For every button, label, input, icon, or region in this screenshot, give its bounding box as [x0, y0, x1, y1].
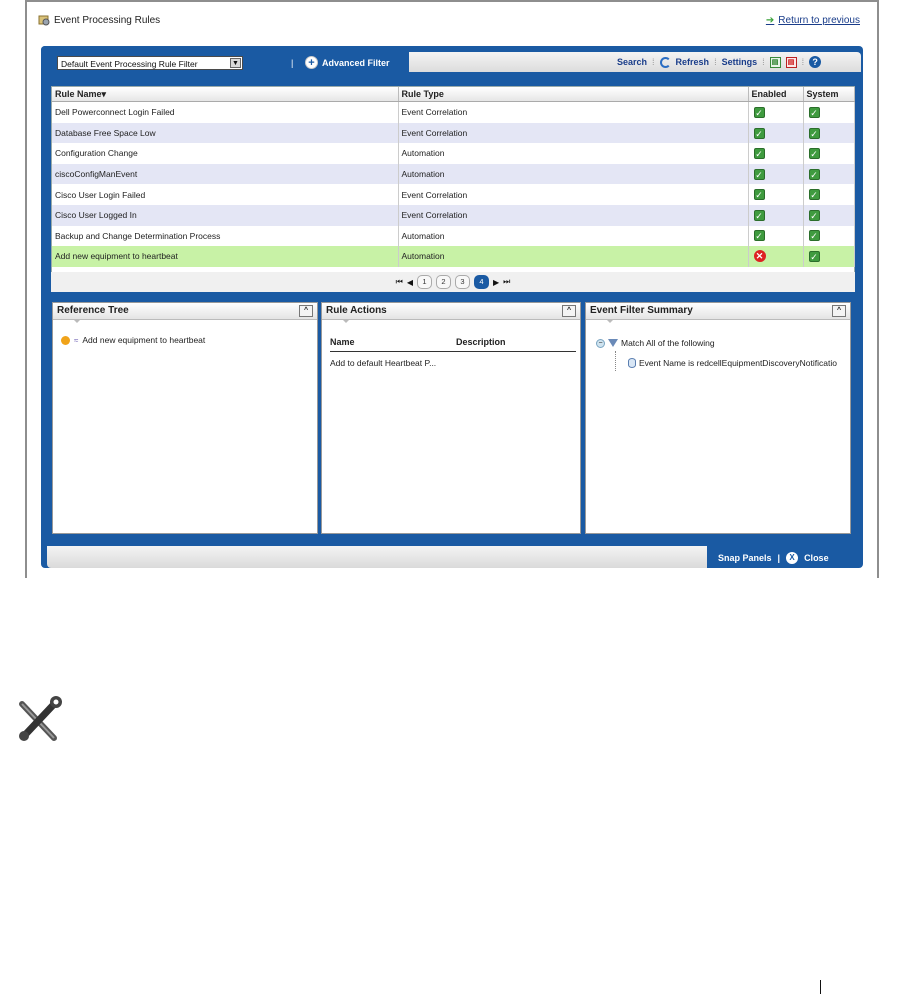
rule-type-cell: Automation [398, 246, 748, 267]
rule-type-cell: Automation [398, 226, 748, 247]
table-row[interactable] [52, 123, 854, 144]
rule-name-cell: Configuration Change [52, 143, 398, 164]
rule-type-cell: Automation [398, 143, 748, 164]
filter-match-node[interactable] [596, 338, 715, 348]
system-cell [803, 164, 854, 185]
event-filter-header [586, 303, 850, 320]
system-check-icon: ✓ [810, 169, 818, 180]
rule-name-cell: Database Free Space Low [52, 123, 398, 144]
prev-page-icon[interactable]: ◀ [406, 277, 413, 287]
help-icon[interactable]: ? [809, 56, 821, 68]
table-row[interactable] [52, 143, 854, 164]
rule-type-cell: Automation [398, 164, 748, 185]
table-row[interactable] [52, 205, 854, 226]
close-icon[interactable]: X [786, 552, 798, 564]
column-header-description[interactable]: Description [456, 337, 506, 347]
page-button-current[interactable]: 4 [474, 275, 489, 289]
pagination-bar [51, 272, 855, 292]
system-cell [803, 143, 854, 164]
funnel-icon [608, 339, 618, 347]
system-check-icon: ✓ [810, 107, 818, 118]
snap-panels-button[interactable]: Snap Panels [718, 553, 772, 563]
reference-tree-item[interactable] [61, 335, 205, 345]
page-button[interactable]: 2 [436, 275, 451, 289]
toolbar-divider: ⁞ [762, 57, 765, 67]
event-filter-summary-panel [585, 302, 851, 534]
next-page-icon[interactable]: ▶ [493, 277, 500, 287]
system-cell [803, 123, 854, 144]
rule-name-cell: Backup and Change Determination Process [52, 226, 398, 247]
page-title-text: Event Processing Rules [54, 14, 161, 26]
page-button[interactable]: 3 [455, 275, 470, 289]
system-cell [803, 184, 854, 205]
enabled-cell [748, 143, 803, 164]
settings-button[interactable]: Settings [721, 57, 758, 67]
toolbar-divider: ⁞ [714, 57, 717, 67]
sort-desc-icon: ▾ [101, 88, 107, 99]
column-header-rule-name[interactable]: Rule Name▾ [52, 87, 398, 102]
filter-match-label: Match All of the following [621, 338, 715, 348]
rule-type-cell: Event Correlation [398, 123, 748, 144]
rules-table-container [51, 86, 855, 292]
tools-wrench-screwdriver-icon [12, 696, 66, 746]
enabled-cell [748, 184, 803, 205]
toolbar-divider: ⁞ [652, 57, 655, 67]
rule-actions-panel [321, 302, 581, 534]
tree-collapse-icon[interactable]: − [596, 339, 605, 348]
enabled-check-icon[interactable]: ✓ [755, 128, 763, 139]
enabled-check-icon[interactable]: ✓ [755, 169, 763, 180]
collapse-icon[interactable]: ^ [299, 305, 313, 317]
close-button[interactable]: Close [804, 553, 829, 563]
rule-type-cell: Event Correlation [398, 205, 748, 226]
return-link-label: Return to previous [778, 15, 860, 26]
plus-circle-icon: + [305, 56, 318, 69]
first-page-icon[interactable]: ⏮ [395, 277, 403, 286]
table-header-row [52, 87, 854, 102]
column-header-system[interactable]: System [803, 87, 854, 102]
tree-connector [615, 351, 617, 371]
header-notch [73, 319, 81, 323]
collapse-icon[interactable]: ^ [562, 305, 576, 317]
footer-actions [718, 552, 829, 564]
event-filter-title: Event Filter Summary [590, 305, 693, 316]
rule-action-row[interactable]: Add to default Heartbeat P... [330, 358, 437, 368]
system-check-icon: ✓ [810, 210, 818, 221]
last-page-icon[interactable]: ⏭ [503, 277, 511, 286]
table-row[interactable] [52, 164, 854, 185]
system-cell [803, 246, 854, 267]
footer-strip [47, 546, 707, 568]
rule-name-cell: Add new equipment to heartbeat [52, 246, 398, 267]
enabled-cell [748, 123, 803, 144]
rules-table [52, 87, 855, 267]
system-cell [803, 102, 854, 123]
enabled-check-icon[interactable]: ✓ [755, 231, 763, 242]
tree-node-icon [61, 336, 70, 345]
enabled-cell [748, 246, 803, 267]
enabled-check-icon[interactable]: ✓ [755, 190, 763, 201]
back-arrow-icon: ➔ [765, 15, 775, 26]
dropdown-arrow-icon[interactable]: ▼ [230, 58, 241, 68]
enabled-check-icon[interactable]: ✓ [755, 149, 763, 160]
rule-type-cell: Event Correlation [398, 184, 748, 205]
advanced-filter-label: Advanced Filter [322, 57, 390, 68]
page-margin-mark [820, 980, 821, 994]
system-check-icon: ✓ [810, 231, 818, 242]
rule-actions-header [322, 303, 580, 320]
reference-tree-panel [52, 302, 318, 534]
enabled-cell [748, 102, 803, 123]
system-check-icon: ✓ [810, 149, 818, 160]
disabled-x-icon[interactable]: ✕ [754, 250, 766, 262]
rule-filter-select[interactable] [57, 56, 243, 70]
rule-name-cell: Dell Powerconnect Login Failed [52, 102, 398, 123]
filter-separator: | [291, 58, 294, 68]
reference-tree-header [53, 303, 317, 320]
header-notch [342, 319, 350, 323]
column-header-enabled[interactable]: Enabled [748, 87, 803, 102]
table-row[interactable] [52, 184, 854, 205]
rule-actions-columns [330, 337, 576, 352]
advanced-filter-button[interactable] [305, 56, 390, 69]
column-header-name[interactable]: Name [330, 337, 355, 347]
collapse-icon[interactable]: ^ [832, 305, 846, 317]
rule-link-icon: ≈ [74, 335, 79, 345]
enabled-check-icon[interactable]: ✓ [755, 107, 763, 118]
rule-type-cell: Event Correlation [398, 102, 748, 123]
rule-name-cell: ciscoConfigManEvent [52, 164, 398, 185]
rule-name-cell: Cisco User Logged In [52, 205, 398, 226]
system-cell [803, 226, 854, 247]
footer-separator: | [777, 553, 781, 563]
toolbar-divider: ⁞ [801, 57, 805, 67]
rule-name-cell: Cisco User Login Failed [52, 184, 398, 205]
page-button[interactable]: 1 [417, 275, 432, 289]
table-row[interactable] [52, 246, 854, 267]
rules-gear-icon [38, 14, 50, 26]
system-check-icon: ✓ [810, 190, 818, 201]
pdf-export-icon[interactable]: ▤ [786, 57, 797, 68]
enabled-cell [748, 164, 803, 185]
enabled-cell [748, 205, 803, 226]
system-cell [803, 205, 854, 226]
page-title [38, 14, 160, 26]
system-check-icon: ✓ [810, 128, 818, 139]
filter-condition-node[interactable] [628, 358, 848, 368]
enabled-check-icon[interactable]: ✓ [755, 210, 763, 221]
reference-tree-title: Reference Tree [57, 305, 129, 316]
reference-item-label: Add new equipment to heartbeat [82, 335, 206, 345]
enabled-cell [748, 226, 803, 247]
refresh-icon[interactable] [660, 57, 671, 68]
table-toolbar [617, 55, 821, 69]
header-notch [606, 319, 614, 323]
return-to-previous-link[interactable] [766, 15, 860, 26]
refresh-button[interactable]: Refresh [675, 57, 710, 67]
table-row[interactable] [52, 102, 854, 123]
filter-condition-label: Event Name is redcellEquipmentDiscoveryNotificatio [639, 358, 837, 368]
column-header-rule-type[interactable]: Rule Type [398, 87, 748, 102]
search-button[interactable]: Search [617, 57, 648, 67]
condition-icon [628, 358, 636, 368]
rule-actions-title: Rule Actions [326, 305, 387, 316]
table-row[interactable] [52, 226, 854, 247]
excel-export-icon[interactable]: ▤ [770, 57, 781, 68]
system-check-icon: ✓ [810, 252, 818, 263]
rule-filter-value: Default Event Processing Rule Filter [61, 59, 198, 69]
